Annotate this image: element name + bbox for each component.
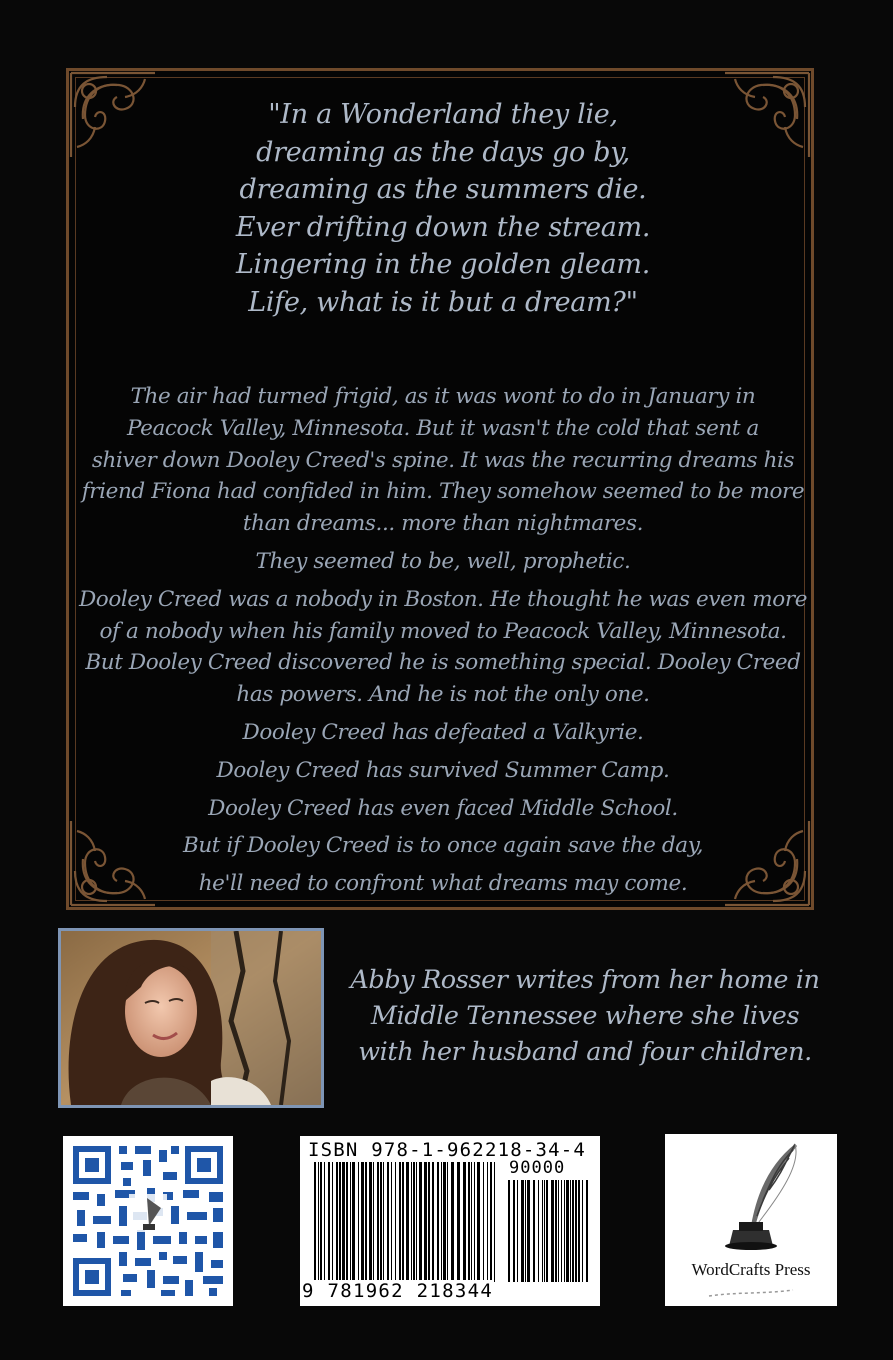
isbn-label: ISBN 978-1-962218-34-4 <box>308 1139 587 1161</box>
blurb-line: than dreams... more than nightmares. <box>242 511 644 537</box>
publisher-logo <box>665 1134 837 1306</box>
author-bio <box>340 962 830 1070</box>
blurb-line: The air had turned frigid, as it was wont to do in January in <box>130 384 756 409</box>
poem-line: dreaming as the summers die. <box>239 174 647 206</box>
bio-line: Abby Rosser writes from her home in <box>350 965 820 995</box>
blurb-line: They seemed to be, well, prophetic. <box>255 548 631 574</box>
poem-line: Life, what is it but a dream?" <box>248 286 638 318</box>
qr-code[interactable] <box>63 1136 233 1306</box>
epigraph-poem <box>69 96 817 322</box>
poem-line: dreaming as the days go by, <box>256 136 630 168</box>
poem-line: "In a Wonderland they lie, <box>268 99 618 130</box>
blurb-line: Peacock Valley, Minnesota. But it wasn't the cold that sent a <box>127 415 759 441</box>
bio-line: Middle Tennessee where she lives <box>370 1001 800 1031</box>
barcode-digits: 9 781962 218344 <box>302 1280 494 1302</box>
quill-inkwell-icon <box>665 1134 837 1306</box>
price-code: 90000 <box>509 1158 566 1178</box>
blurb-line: shiver down Dooley Creed's spine. It was the recurring dreams his <box>91 447 795 473</box>
author-photo <box>58 928 324 1108</box>
blurb-line: But Dooley Creed discovered he is something special. Dooley Creed <box>85 650 801 676</box>
author-portrait-icon <box>61 931 321 1105</box>
blurb-line: he'll need to confront what dreams may come. <box>198 871 688 897</box>
blurb-line: Dooley Creed has survived Summer Camp. <box>216 757 670 783</box>
poem-line: Ever drifting down the stream. <box>235 211 651 243</box>
blurb-line: But if Dooley Creed is to once again save the day, <box>182 833 704 859</box>
isbn-barcode <box>300 1136 600 1306</box>
blurb-line: Dooley Creed has even faced Middle School. <box>208 795 678 821</box>
bio-line: with her husband and four children. <box>358 1037 812 1067</box>
blurb-line: Dooley Creed was a nobody in Boston. He thought he was even more <box>78 586 808 612</box>
qr-code-icon <box>63 1136 233 1306</box>
blurb-line: Dooley Creed has defeated a Valkyrie. <box>242 719 644 745</box>
book-blurb <box>69 381 817 900</box>
ornamental-frame <box>66 68 814 910</box>
blurb-line: has powers. And he is not the only one. <box>236 682 650 708</box>
poem-line: Lingering in the golden gleam. <box>235 249 650 281</box>
publisher-name: WordCrafts Press <box>691 1260 811 1279</box>
blurb-line: of a nobody when his family moved to Peacock Valley, Minnesota. <box>99 618 787 644</box>
blurb-line: friend Fiona had confided in him. They somehow seemed to be more <box>81 479 805 505</box>
